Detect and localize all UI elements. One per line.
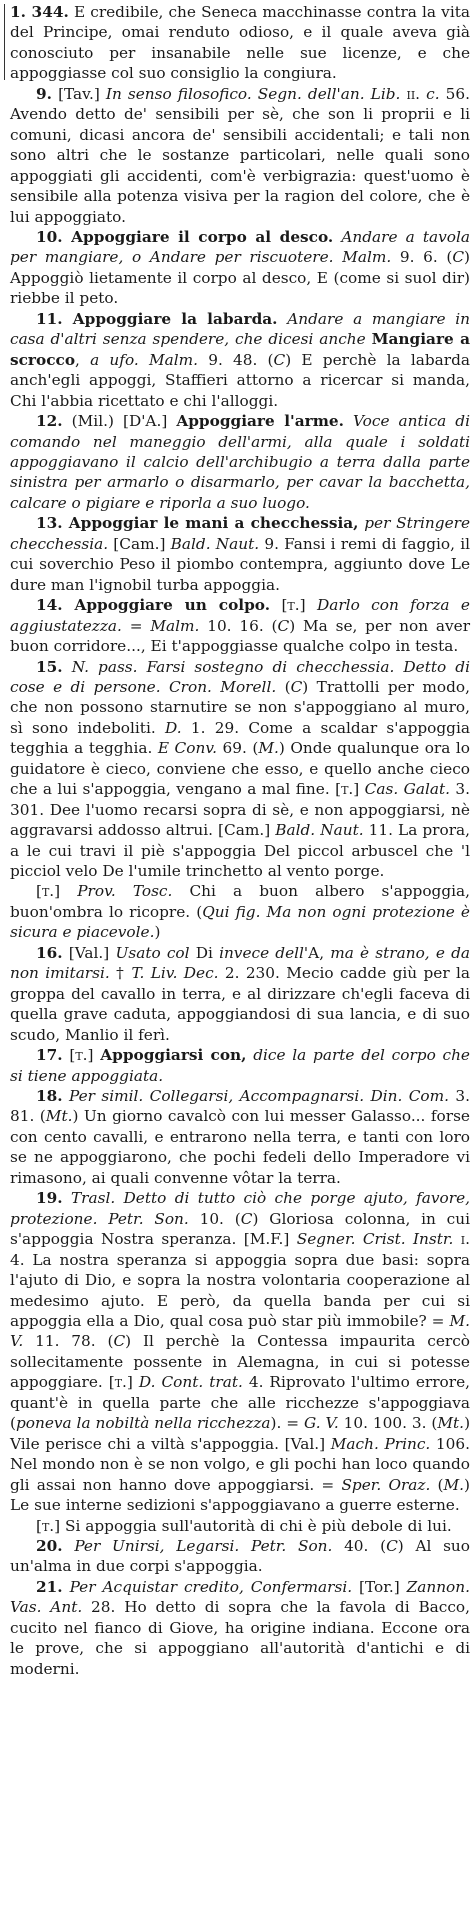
entry-e13-segment: Bald. Naut. bbox=[170, 534, 260, 553]
entry-e21-segment: [Tor.] bbox=[352, 1577, 407, 1596]
entry-e14-segment: ] bbox=[299, 596, 317, 615]
entry-e15b-segment: t. bbox=[41, 882, 55, 901]
entry-e11-segment: ) E perchè la labarda anch'egli appoggi, Staffieri attorno a ricercar si manda, Chi l'abbia ricettato e chi l'alloggi. bbox=[10, 350, 470, 410]
entry-e9 bbox=[10, 84, 470, 227]
entry-e11-segment: 9. 48. ( bbox=[198, 350, 274, 369]
entry-e18-segment: 18. bbox=[36, 1087, 63, 1106]
entries-column bbox=[10, 2, 470, 1679]
entry-e11 bbox=[10, 309, 470, 411]
entry-e14-segment: [ bbox=[270, 596, 288, 615]
entry-e9-segment: In senso filosofico. Segn. dell'an. Lib. bbox=[105, 84, 401, 103]
entry-e15-segment: 11. La prora, a le cui travi il piè s'appoggia Del piccol arbuscel che 'l picciol velo De l'umile trinchetto al vento porge. bbox=[10, 821, 470, 881]
entry-e15-segment: 15. bbox=[36, 657, 63, 676]
entry-e15-segment: 1. 29. Come a scaldar s'appoggia tegghia a tegghia. bbox=[10, 718, 470, 758]
entry-e1-segment: E credibile, che Seneca macchinasse contra la vita del Principe, omai renduto odioso, e il quale aveva già conosciuto per insanabile nelle sue licenze, e che appoggiasse col suo consiglio la congiura. bbox=[10, 3, 470, 83]
entry-e15-segment: C bbox=[290, 677, 303, 696]
entry-e19-segment: ). = bbox=[270, 1414, 305, 1433]
entry-e13 bbox=[10, 513, 470, 595]
entry-e21-segment: Per Acquistar credito, Confermarsi. bbox=[69, 1577, 353, 1596]
entry-e15b-segment: Qui fig. Ma non ogni protezione è sicura e piacevole. bbox=[10, 902, 470, 942]
entry-e11-segment: a ufo. Malm. bbox=[90, 350, 199, 369]
entry-e14-segment: 14. Appoggiare un colpo. bbox=[36, 596, 271, 615]
entry-e12 bbox=[10, 411, 470, 513]
entry-e10-segment: Andare a tavola per mangiare, o Andare per riscuotere. Malm. bbox=[10, 227, 470, 267]
entry-e15-segment: Bald. Naut. bbox=[275, 821, 364, 840]
entry-e18-segment: ) Un giorno cavalcò con lui messer Galasso... forse con cento cavalli, e entrarono nella terra, e tanti con loro se ne appoggiarono, che pochi fedeli dello Imperadore vi rimasono, ai quali convenne vôtar la terra. bbox=[10, 1107, 470, 1187]
entry-e14-segment: Malm. bbox=[150, 616, 200, 635]
entry-e20-segment bbox=[63, 1537, 75, 1555]
entry-e19b-segment: [ bbox=[36, 1516, 42, 1535]
entry-e15b-segment: ) bbox=[154, 923, 161, 942]
entry-e14-segment: C bbox=[277, 616, 290, 635]
entry-e20 bbox=[10, 1536, 470, 1577]
entry-e19-segment: Sper. Oraz. bbox=[341, 1475, 431, 1494]
entry-e13-segment: per Stringere checchessia. bbox=[10, 514, 470, 553]
entry-e14-segment: = bbox=[121, 616, 151, 635]
entry-e19-segment: C bbox=[240, 1209, 253, 1228]
entry-e19-segment: i. bbox=[460, 1230, 470, 1249]
entry-e16-segment: Usato col bbox=[115, 943, 190, 962]
entry-e15-segment: t. bbox=[341, 780, 354, 799]
entry-e21-segment: Zannon. Vas. Ant. bbox=[10, 1577, 470, 1617]
entry-e21-segment: 28. Ho detto di sopra che la favola di Bacco, cucito nel fianco di Giove, ha origine indiana. Eccone ora le prove, che si appoggiano all'autorità d'antichi e di moderni. bbox=[10, 1598, 471, 1678]
entry-e14-segment: Darlo con forza e aggiustatezza. bbox=[10, 596, 470, 635]
entry-e16-segment: 2. 230. Mecio cadde giù per la groppa del cavallo in terra, e al dirizzare ch'egli faceva di quella grave caduta, appoggiandosi di sua lancia, e di suo scudo, Manlio il ferì. bbox=[10, 964, 471, 1044]
entry-e16-segment: invece dell' bbox=[219, 943, 309, 962]
entry-e15b-segment: [ bbox=[36, 882, 42, 901]
entry-e13-segment: [Cam.] bbox=[108, 534, 171, 553]
entry-e19-segment: M. V. bbox=[10, 1312, 470, 1351]
entry-e19-segment: D. Cont. trat. bbox=[138, 1373, 243, 1392]
entry-e10-segment: 9. 6. ( bbox=[391, 248, 453, 267]
entry-e15b-segment: ] bbox=[54, 882, 78, 901]
entry-e18-segment: Mt. bbox=[45, 1107, 73, 1126]
entry-e21-segment: 21. bbox=[36, 1577, 63, 1596]
entry-e20-segment: Per Unirsi, Legarsi. Petr. Son. bbox=[74, 1536, 333, 1555]
entry-e19-segment: C bbox=[113, 1332, 126, 1351]
entry-e11-segment: Mangiare a scrocco bbox=[10, 330, 470, 369]
entry-e12-segment: Voce antica di comando nel maneggio dell'armi, alla quale i soldati appoggiavano il calcio dell'archibugio a terra dalla parte sinistra per armarlo o disarmarlo, per cavar la bacchetta, calcare o pigiare e riporla a suo luogo. bbox=[10, 412, 470, 512]
entry-e10-segment: C bbox=[452, 248, 465, 267]
entry-e15-segment: N. pass. Farsi sostegno di checchessia. Detto di cose e di persone. Cron. Morell. bbox=[10, 657, 470, 696]
entry-e9-segment: [Tav.] bbox=[51, 84, 106, 103]
entry-e19-segment: 11. 78. ( bbox=[23, 1332, 114, 1351]
entry-e17-segment: dice la parte del corpo che si tiene appoggiata. bbox=[10, 1046, 470, 1085]
entry-e17 bbox=[10, 1045, 470, 1086]
entry-e15b bbox=[10, 881, 470, 942]
entry-e15-segment: E Conv. bbox=[157, 739, 218, 758]
entry-e20-segment: 20. bbox=[36, 1536, 63, 1555]
entry-e18 bbox=[10, 1086, 470, 1188]
entry-e15-segment: ( bbox=[276, 677, 291, 696]
entry-e17-segment: Appoggiarsi con, bbox=[100, 1046, 247, 1065]
entry-e20-segment: ) Al suo un'alma in due corpi s'appoggia. bbox=[10, 1536, 470, 1576]
entry-e15-segment: 3. 301. Dee l'uomo recarsi sopra di sè, e non appoggiarsi, nè aggravarsi addosso altrui. [Cam.] bbox=[10, 780, 470, 840]
entry-e19-segment: ) Vile perisce chi a viltà s'appoggia. [Val.] bbox=[10, 1414, 471, 1453]
entry-e1-segment: 1. 344. bbox=[10, 3, 69, 21]
entry-e19 bbox=[10, 1188, 470, 1515]
entry-e15b-segment: Chi a buon albero s'appoggia, buon'ombra lo ricopre. ( bbox=[10, 882, 470, 921]
entry-e19-segment: G. V. bbox=[304, 1414, 339, 1433]
entry-e16-segment: T. Liv. Dec. bbox=[131, 964, 219, 983]
entry-e12-segment bbox=[344, 412, 353, 430]
entry-e19-segment: Trasl. Detto di tutto ciò che porge ajuto, favore, protezione. Petr. Son. bbox=[10, 1189, 470, 1228]
entry-e15-segment: M. bbox=[258, 739, 279, 758]
entry-e16-segment: A, bbox=[308, 943, 331, 962]
entry-e12-segment: 12. bbox=[36, 412, 63, 431]
entry-e21 bbox=[10, 1577, 470, 1679]
entry-e16-segment: Di bbox=[189, 943, 220, 962]
entry-e11-segment: C bbox=[273, 350, 286, 369]
entry-e16-segment: † bbox=[109, 964, 132, 983]
entry-e12-segment: Appoggiare l'arme. bbox=[176, 412, 344, 431]
entry-e19b-segment: t. bbox=[41, 1516, 55, 1535]
entry-e17-segment: [ bbox=[62, 1046, 76, 1065]
entry-e19-segment: M. bbox=[443, 1475, 465, 1494]
entry-e20-segment: C bbox=[386, 1536, 398, 1555]
entry-e19-segment: ( bbox=[430, 1475, 444, 1494]
entry-e17-segment: 17. bbox=[36, 1046, 63, 1065]
entry-e19-segment: 4. Riprovato l'ultimo errore, quant'è in quella parte che alle ricchezze s'appoggiava ( bbox=[10, 1373, 470, 1433]
entry-e15-segment: D. bbox=[164, 718, 182, 737]
entry-e19-segment: 4. La nostra speranza si appoggia sopra due basi: sopra l'ajuto di Dio, e sopra la nostra volontaria cooperazione al medesimo ajuto. E però, da quella banda per cui si appoggia ella a Dio, qual cosa può star più immobile? = bbox=[10, 1250, 470, 1330]
entry-e19b bbox=[10, 1516, 470, 1536]
entry-e16-segment: 16. bbox=[36, 943, 63, 962]
entry-e19-segment: Mach. Princ. bbox=[330, 1434, 431, 1453]
entry-e19-segment: 19. bbox=[36, 1189, 63, 1208]
entry-e19-segment: Segner. Crist. Instr. bbox=[296, 1230, 454, 1249]
margin-rule bbox=[4, 4, 5, 80]
entry-e15-segment: ] bbox=[353, 780, 365, 799]
entry-e19-segment: Mt. bbox=[437, 1414, 465, 1433]
entry-e19-segment: ) Il perchè la Contessa impaurita cercò sollecitamente possente in Alemagna, in cui si potesse appoggiare. [ bbox=[10, 1332, 470, 1392]
entry-e16-segment: ma è strano, e da non imitarsi. bbox=[10, 943, 470, 983]
entry-e20-segment: 40. ( bbox=[332, 1536, 387, 1555]
entry-e12-segment: (Mil.) [D'A.] bbox=[62, 412, 177, 431]
entry-e19-segment: poneva la nobiltà nella ricchezza bbox=[15, 1414, 271, 1433]
entry-e16 bbox=[10, 943, 470, 1045]
entry-e9-segment: 9. bbox=[36, 84, 52, 103]
entry-e19-segment: ] bbox=[126, 1373, 139, 1392]
entry-e18-segment: Per simil. Collegarsi, Accompagnarsi. Din. Com. bbox=[69, 1087, 450, 1106]
entry-e19-segment: t. bbox=[114, 1373, 127, 1392]
entry-e11-segment: 11. Appoggiare la labarda. bbox=[36, 309, 278, 328]
entry-e16-segment: [Val.] bbox=[62, 943, 116, 962]
entry-e19-segment bbox=[453, 1230, 460, 1248]
entry-e11-segment bbox=[278, 310, 288, 328]
entry-e17-segment: ] bbox=[87, 1046, 101, 1065]
entry-e19-segment: 106. Nel mondo non è se non volgo, e gli pochi han loco quando gli assai non hanno dove appoggiarsi. = bbox=[10, 1434, 470, 1494]
entry-e13-segment: 9. Fansi i remi di faggio, il cui soverchio Peso il piombo contempra, aggiunto dove Le dure man l'ignobil turba appoggia. bbox=[10, 534, 470, 594]
entry-e9-segment: ii. bbox=[406, 84, 421, 103]
entry-e15-segment bbox=[63, 658, 72, 676]
entry-e14 bbox=[10, 595, 470, 656]
entry-e15b-segment: Prov. Tosc. bbox=[77, 882, 173, 901]
entry-e19-segment bbox=[63, 1189, 71, 1207]
entry-e19-segment: 10. 100. 3. ( bbox=[338, 1414, 438, 1433]
entry-e19-segment: 10. ( bbox=[188, 1209, 241, 1228]
entry-e9-segment: c. bbox=[426, 84, 440, 103]
entry-e19-segment: ) Le sue interne sedizioni s'appoggiavano a guerre esterne. bbox=[10, 1475, 470, 1515]
entry-e15-segment: Cas. Galat. bbox=[364, 780, 450, 799]
entry-e15-segment: ) Trattolli per modo, che non possono starnutire se non s'appoggiano al muro, sì sono indeboliti. bbox=[10, 677, 470, 737]
entry-e1 bbox=[10, 2, 470, 84]
entry-e11-segment: , bbox=[75, 350, 91, 369]
entry-e11-segment: Andare a mangiare in casa d'altri senza spendere, che dicesi anche bbox=[10, 309, 470, 349]
entry-e15-segment: 69. ( bbox=[217, 739, 259, 758]
entry-e17-segment: t. bbox=[75, 1046, 88, 1065]
entry-e14-segment: ) Ma se, per non aver buon corridore..., Ei t'appoggiasse qualche colpo in testa. bbox=[10, 616, 471, 656]
entry-e10-segment: ) Appoggiò lietamente il corpo al desco, E (come si suol dir) riebbe il peto. bbox=[10, 248, 470, 308]
entry-e9-segment: 56. Avendo detto de' sensibili per sè, che son li proprii e li comuni, dicasi ancora de' sensibili accidentali; e tali non sono altri che le sostanze particolari, nelle quali sono appoggiati gli accidenti, com'è verbigrazia: quest'uomo è sensibile alla potenza visiva per la ragion del colore, che è lui appoggiato. bbox=[10, 84, 470, 226]
entry-e10 bbox=[10, 227, 470, 309]
entry-e15-segment: ) Onde qualunque ora lo guidatore è cieco, conviene che esso, e quello anche cieco che a lui s'appoggia, vengano a mal fine. [ bbox=[10, 739, 470, 799]
entry-e19b-segment: ] Si appoggia sull'autorità di chi è più debole di lui. bbox=[54, 1516, 452, 1535]
entry-e14-segment: 10. 16. ( bbox=[199, 616, 278, 635]
entry-e15 bbox=[10, 657, 470, 882]
entry-e21-segment bbox=[63, 1578, 70, 1596]
entry-e18-segment: 3. 81. ( bbox=[10, 1087, 470, 1126]
entry-e10-segment: 10. Appoggiare il corpo al desco. bbox=[36, 227, 334, 246]
entry-e13-segment: 13. Appoggiar le mani a checchessia, bbox=[36, 514, 359, 533]
entry-e14-segment: t. bbox=[287, 596, 300, 615]
entry-e19-segment: ) Gloriosa colonna, in cui s'appoggia Nostra speranza. [M.F.] bbox=[10, 1209, 470, 1249]
